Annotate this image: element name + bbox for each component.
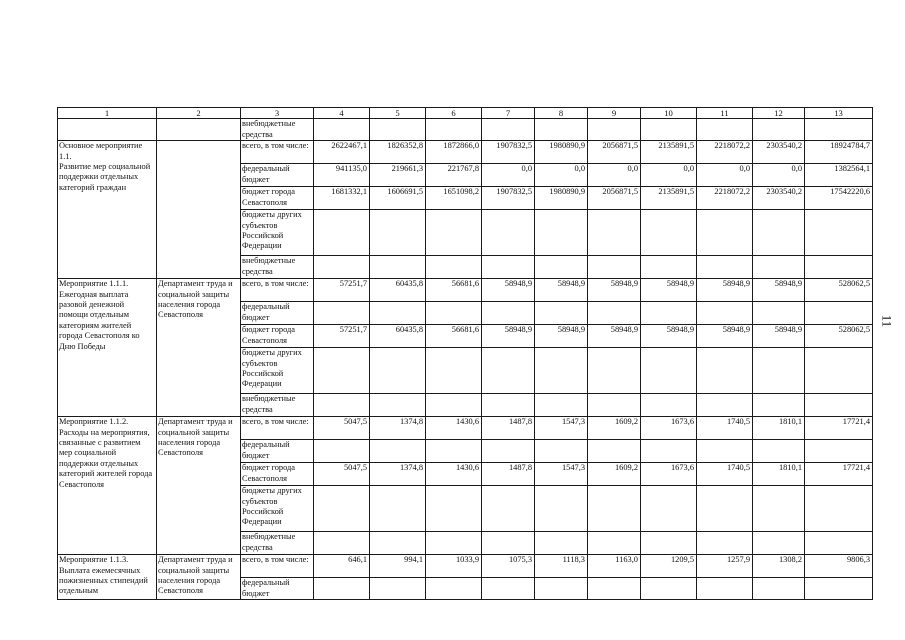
value-cell: 1374,8 xyxy=(370,463,426,486)
value-cell xyxy=(370,578,426,600)
value-cell: 0,0 xyxy=(753,164,805,187)
value-cell xyxy=(370,348,426,394)
value-cell xyxy=(641,578,697,600)
value-cell xyxy=(370,256,426,279)
value-cell: 1609,2 xyxy=(588,417,641,440)
value-cell: 1118,3 xyxy=(535,555,588,578)
value-cell: 1033,9 xyxy=(426,555,482,578)
value-cell: 58948,9 xyxy=(588,325,641,348)
value-cell: 0,0 xyxy=(641,164,697,187)
value-cell: 528062,5 xyxy=(805,325,873,348)
value-cell xyxy=(697,210,753,256)
value-cell xyxy=(805,532,873,555)
value-cell xyxy=(588,486,641,532)
column-header: 5 xyxy=(370,108,426,119)
value-cell: 0,0 xyxy=(588,164,641,187)
value-cell xyxy=(805,256,873,279)
value-cell: 2135891,5 xyxy=(641,187,697,210)
column-header: 13 xyxy=(805,108,873,119)
value-cell xyxy=(314,348,370,394)
value-cell: 60435,8 xyxy=(370,279,426,302)
value-cell xyxy=(753,532,805,555)
value-cell: 58948,9 xyxy=(697,279,753,302)
value-cell: 528062,5 xyxy=(805,279,873,302)
table-row xyxy=(58,555,873,578)
value-cell: 18924784,7 xyxy=(805,141,873,164)
value-cell xyxy=(588,578,641,600)
funding-source-cell: всего, в том числе: xyxy=(241,279,314,302)
value-cell: 56681,6 xyxy=(426,325,482,348)
value-cell: 1209,5 xyxy=(641,555,697,578)
value-cell: 219661,3 xyxy=(370,164,426,187)
value-cell xyxy=(482,256,535,279)
value-cell: 56681,6 xyxy=(426,279,482,302)
value-cell xyxy=(482,578,535,600)
funding-source-cell: внебюджетные средства xyxy=(241,532,314,555)
value-cell: 1673,6 xyxy=(641,417,697,440)
value-cell xyxy=(753,486,805,532)
value-cell xyxy=(641,256,697,279)
table-row xyxy=(58,141,873,164)
value-cell: 2056871,5 xyxy=(588,187,641,210)
value-cell: 1980890,9 xyxy=(535,141,588,164)
value-cell xyxy=(314,440,370,463)
value-cell xyxy=(697,486,753,532)
value-cell xyxy=(805,394,873,417)
value-cell: 60435,8 xyxy=(370,325,426,348)
value-cell xyxy=(314,578,370,600)
value-cell: 1826352,8 xyxy=(370,141,426,164)
value-cell xyxy=(314,210,370,256)
executor-cell: Департамент труда и социальной защиты населения города Севастополя xyxy=(157,279,241,417)
value-cell xyxy=(697,302,753,325)
value-cell: 1308,2 xyxy=(753,555,805,578)
value-cell xyxy=(588,440,641,463)
value-cell xyxy=(535,578,588,600)
value-cell xyxy=(697,256,753,279)
value-cell: 994,1 xyxy=(370,555,426,578)
executor-cell xyxy=(157,119,241,141)
value-cell: 58948,9 xyxy=(482,279,535,302)
value-cell: 9806,3 xyxy=(805,555,873,578)
value-cell: 2622467,1 xyxy=(314,141,370,164)
value-cell xyxy=(314,394,370,417)
value-cell xyxy=(588,348,641,394)
value-cell xyxy=(482,440,535,463)
value-cell: 0,0 xyxy=(482,164,535,187)
measure-name-cell: Основное мероприятие 1.1. Развитие мер социальной поддержки отдельных категорий граждан xyxy=(58,141,157,279)
value-cell xyxy=(314,302,370,325)
value-cell xyxy=(535,486,588,532)
value-cell: 0,0 xyxy=(697,164,753,187)
value-cell xyxy=(535,532,588,555)
value-cell: 1075,3 xyxy=(482,555,535,578)
value-cell: 17721,4 xyxy=(805,463,873,486)
value-cell xyxy=(697,578,753,600)
value-cell xyxy=(482,348,535,394)
header-row xyxy=(58,108,873,119)
value-cell xyxy=(753,302,805,325)
value-cell xyxy=(805,440,873,463)
funding-source-cell: внебюджетные средства xyxy=(241,256,314,279)
measure-name-cell: Мероприятие 1.1.1. Ежегодная выплата разовой денежной помощи отдельным категориям жителей города Севастополя ко Дню Победы xyxy=(58,279,157,417)
value-cell: 221767,8 xyxy=(426,164,482,187)
value-cell xyxy=(641,440,697,463)
value-cell xyxy=(588,394,641,417)
value-cell xyxy=(482,210,535,256)
value-cell xyxy=(535,210,588,256)
value-cell xyxy=(805,302,873,325)
value-cell xyxy=(370,486,426,532)
value-cell: 17542220,6 xyxy=(805,187,873,210)
value-cell xyxy=(805,486,873,532)
funding-source-cell: федеральный бюджет xyxy=(241,440,314,463)
value-cell: 58948,9 xyxy=(482,325,535,348)
value-cell: 2218072,2 xyxy=(697,187,753,210)
column-header: 8 xyxy=(535,108,588,119)
value-cell: 1907832,5 xyxy=(482,187,535,210)
funding-source-cell: всего, в том числе: xyxy=(241,555,314,578)
value-cell xyxy=(314,532,370,555)
funding-source-cell: бюджет города Севастополя xyxy=(241,325,314,348)
value-cell: 1430,6 xyxy=(426,417,482,440)
value-cell xyxy=(370,394,426,417)
value-cell: 646,1 xyxy=(314,555,370,578)
value-cell: 58948,9 xyxy=(535,279,588,302)
value-cell xyxy=(641,119,697,141)
value-cell xyxy=(753,256,805,279)
value-cell xyxy=(805,210,873,256)
column-header: 2 xyxy=(157,108,241,119)
value-cell xyxy=(426,532,482,555)
value-cell: 0,0 xyxy=(535,164,588,187)
value-cell xyxy=(426,210,482,256)
executor-cell: Департамент труда и социальной защиты населения города Севастополя xyxy=(157,417,241,555)
column-header: 1 xyxy=(58,108,157,119)
funding-source-cell: внебюджетные средства xyxy=(241,119,314,141)
value-cell xyxy=(753,578,805,600)
measure-name-cell xyxy=(58,119,157,141)
value-cell xyxy=(535,348,588,394)
value-cell xyxy=(588,256,641,279)
funding-source-cell: внебюджетные средства xyxy=(241,394,314,417)
value-cell xyxy=(753,119,805,141)
value-cell xyxy=(753,210,805,256)
table-row xyxy=(58,119,873,141)
value-cell xyxy=(370,210,426,256)
value-cell xyxy=(482,119,535,141)
value-cell: 1374,8 xyxy=(370,417,426,440)
value-cell xyxy=(805,578,873,600)
value-cell xyxy=(588,532,641,555)
value-cell: 941135,0 xyxy=(314,164,370,187)
value-cell xyxy=(535,394,588,417)
executor-cell: Департамент труда и социальной защиты населения города Севастополя xyxy=(157,555,241,600)
value-cell: 1606691,5 xyxy=(370,187,426,210)
value-cell xyxy=(697,532,753,555)
budget-table xyxy=(57,107,873,600)
value-cell: 17721,4 xyxy=(805,417,873,440)
value-cell: 1609,2 xyxy=(588,463,641,486)
value-cell: 2303540,2 xyxy=(753,141,805,164)
value-cell: 1430,6 xyxy=(426,463,482,486)
value-cell: 1382564,1 xyxy=(805,164,873,187)
value-cell xyxy=(641,210,697,256)
value-cell xyxy=(314,486,370,532)
value-cell: 1257,9 xyxy=(697,555,753,578)
value-cell xyxy=(805,119,873,141)
value-cell: 58948,9 xyxy=(697,325,753,348)
executor-cell xyxy=(157,141,241,279)
value-cell: 1673,6 xyxy=(641,463,697,486)
value-cell: 1547,3 xyxy=(535,463,588,486)
funding-source-cell: федеральный бюджет xyxy=(241,578,314,600)
value-cell xyxy=(535,440,588,463)
value-cell xyxy=(370,119,426,141)
value-cell xyxy=(426,440,482,463)
value-cell xyxy=(314,256,370,279)
value-cell xyxy=(641,302,697,325)
value-cell: 58948,9 xyxy=(753,279,805,302)
table-row xyxy=(58,279,873,302)
value-cell xyxy=(426,256,482,279)
value-cell xyxy=(588,210,641,256)
table-row xyxy=(58,417,873,440)
value-cell xyxy=(753,348,805,394)
funding-source-cell: бюджет города Севастополя xyxy=(241,463,314,486)
value-cell xyxy=(426,302,482,325)
value-cell: 2135891,5 xyxy=(641,141,697,164)
value-cell: 1740,5 xyxy=(697,463,753,486)
value-cell: 5047,5 xyxy=(314,417,370,440)
value-cell: 58948,9 xyxy=(753,325,805,348)
value-cell xyxy=(697,119,753,141)
value-cell xyxy=(535,256,588,279)
value-cell: 57251,7 xyxy=(314,279,370,302)
value-cell xyxy=(370,440,426,463)
value-cell: 58948,9 xyxy=(588,279,641,302)
value-cell: 1163,0 xyxy=(588,555,641,578)
value-cell xyxy=(314,119,370,141)
value-cell xyxy=(426,348,482,394)
value-cell xyxy=(588,302,641,325)
value-cell xyxy=(641,394,697,417)
funding-source-cell: всего, в том числе: xyxy=(241,141,314,164)
value-cell xyxy=(588,119,641,141)
funding-source-cell: бюджеты других субъектов Российской Федерации xyxy=(241,486,314,532)
value-cell xyxy=(482,486,535,532)
value-cell: 1980890,9 xyxy=(535,187,588,210)
value-cell: 58948,9 xyxy=(641,325,697,348)
value-cell: 5047,5 xyxy=(314,463,370,486)
value-cell xyxy=(482,302,535,325)
value-cell xyxy=(370,532,426,555)
value-cell: 1547,3 xyxy=(535,417,588,440)
value-cell xyxy=(482,532,535,555)
column-header: 4 xyxy=(314,108,370,119)
value-cell xyxy=(535,302,588,325)
funding-source-cell: федеральный бюджет xyxy=(241,302,314,325)
value-cell xyxy=(426,119,482,141)
value-cell xyxy=(482,394,535,417)
value-cell xyxy=(641,486,697,532)
value-cell: 2218072,2 xyxy=(697,141,753,164)
value-cell: 1681332,1 xyxy=(314,187,370,210)
value-cell: 1810,1 xyxy=(753,463,805,486)
column-header: 12 xyxy=(753,108,805,119)
value-cell: 1872866,0 xyxy=(426,141,482,164)
column-header: 10 xyxy=(641,108,697,119)
value-cell xyxy=(697,348,753,394)
value-cell xyxy=(805,348,873,394)
value-cell: 1907832,5 xyxy=(482,141,535,164)
column-header: 3 xyxy=(241,108,314,119)
funding-source-cell: федеральный бюджет xyxy=(241,164,314,187)
value-cell: 58948,9 xyxy=(535,325,588,348)
value-cell: 57251,7 xyxy=(314,325,370,348)
funding-source-cell: всего, в том числе: xyxy=(241,417,314,440)
value-cell xyxy=(535,119,588,141)
value-cell xyxy=(426,394,482,417)
value-cell: 1651098,2 xyxy=(426,187,482,210)
value-cell xyxy=(426,578,482,600)
measure-name-cell: Мероприятие 1.1.3. Выплата ежемесячных пожизненных стипендий отдельным xyxy=(58,555,157,600)
value-cell xyxy=(426,486,482,532)
value-cell: 1487,8 xyxy=(482,463,535,486)
funding-source-cell: бюджет города Севастополя xyxy=(241,187,314,210)
column-header: 7 xyxy=(482,108,535,119)
value-cell xyxy=(370,302,426,325)
column-header: 9 xyxy=(588,108,641,119)
value-cell xyxy=(753,394,805,417)
page-number: 11 xyxy=(879,314,895,328)
funding-source-cell: бюджеты других субъектов Российской Федерации xyxy=(241,348,314,394)
value-cell: 2303540,2 xyxy=(753,187,805,210)
value-cell xyxy=(697,394,753,417)
value-cell: 1487,8 xyxy=(482,417,535,440)
value-cell: 2056871,5 xyxy=(588,141,641,164)
funding-source-cell: бюджеты других субъектов Российской Федерации xyxy=(241,210,314,256)
value-cell: 1740,5 xyxy=(697,417,753,440)
column-header: 11 xyxy=(697,108,753,119)
value-cell xyxy=(753,440,805,463)
value-cell: 58948,9 xyxy=(641,279,697,302)
measure-name-cell: Мероприятие 1.1.2. Расходы на мероприятия, связанные с развитием мер социальной поддержки отдельных категорий жителей города Севастополя xyxy=(58,417,157,555)
value-cell xyxy=(641,532,697,555)
value-cell xyxy=(641,348,697,394)
value-cell xyxy=(697,440,753,463)
value-cell: 1810,1 xyxy=(753,417,805,440)
column-header: 6 xyxy=(426,108,482,119)
